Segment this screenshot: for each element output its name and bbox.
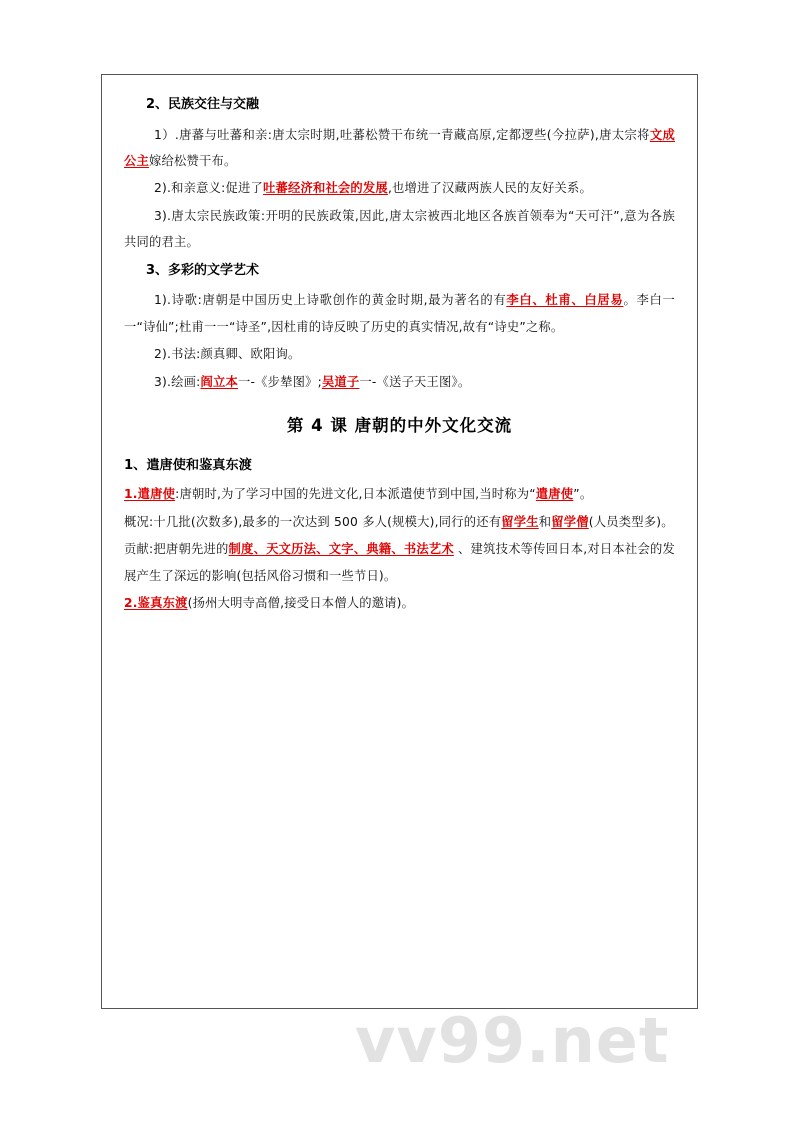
paragraph <box>124 175 675 201</box>
document-body <box>124 91 675 616</box>
highlighted-term: 文成公主 <box>124 127 676 169</box>
text-run: 嫁给松赞干布。 <box>149 154 237 169</box>
text-run: 2、民族交往与交融 <box>146 97 260 112</box>
highlighted-term: 吴道子 <box>321 374 360 389</box>
highlighted-term: 李白、杜甫、白居易 <box>506 293 624 308</box>
highlighted-term: 留学生 <box>501 514 539 529</box>
section-heading <box>124 91 675 120</box>
document-content-frame <box>101 74 698 1009</box>
paragraph <box>124 203 675 256</box>
paragraph <box>124 481 675 507</box>
text-run: 和 <box>538 514 552 529</box>
paragraph <box>124 536 675 589</box>
text-run: 3).绘画: <box>154 374 201 389</box>
text-run: 1、遣唐使和鉴真东渡 <box>124 457 252 473</box>
text-run: 一-《步辇图》; <box>237 374 322 389</box>
text-run: 3).唐太宗民族政策:开明的民族政策,因此,唐太宗被西北地区各族首领奉为“天可汗”,意为各族共同的君主。 <box>124 208 675 250</box>
highlighted-term: 制度、天文历法、文字、典籍、书法艺术 <box>228 542 454 557</box>
text-run: 1）.唐蕃与吐蕃和亲:唐太宗时期,吐蕃松赞干布统一青藏高原,定都逻些(今拉萨),唐太宗将 <box>154 127 650 142</box>
paragraph <box>124 590 675 616</box>
text-run: 3、多彩的文学艺术 <box>146 262 260 278</box>
section-heading <box>124 257 675 286</box>
text-run: 1).诗歌:唐朝是中国历史上诗歌创作的黄金时期,最为著名的有 <box>154 293 507 308</box>
watermark-text: vv99.net <box>355 1004 670 1077</box>
highlighted-term: 1.遣唐使 <box>124 487 176 502</box>
highlighted-term: 吐蕃经济和社会的发展 <box>262 181 388 196</box>
text-run: 、建筑技术等传回日本,对日本社会的发展产生了深远的影响(包括风俗习惯和一些节日)。 <box>124 542 675 583</box>
text-run: 贡献:把唐朝先进的 <box>124 542 229 557</box>
paragraph <box>124 122 675 175</box>
highlighted-term: 2.鉴真东渡 <box>124 595 188 610</box>
text-run: 第 4 课 唐朝的中外文化交流 <box>286 416 513 436</box>
text-run: (人员类型多)。 <box>588 514 674 529</box>
text-run: ”。 <box>573 487 593 502</box>
text-run: :唐朝时,为了学习中国的先进文化,日本派遣使节到中国,当时称为“ <box>175 487 536 502</box>
text-run: 一-《送子天王图》。 <box>359 374 471 389</box>
text-run: ,也增进了汉藏两族人民的友好关系。 <box>387 181 592 196</box>
text-run: 。李白一一“诗仙”;杜甫一一“诗圣”,因杜甫的诗反映了历史的真实情况,故有“诗史”之称。 <box>124 293 675 334</box>
section-heading <box>124 452 675 480</box>
paragraph <box>124 509 675 535</box>
highlighted-term: 遣唐使 <box>535 487 574 502</box>
text-run: 2).书法:颜真卿、欧阳询。 <box>154 347 301 362</box>
paragraph <box>124 287 675 340</box>
lesson-title <box>124 413 675 439</box>
text-run: 概况:十几批(次数多),最多的一次达到 500 多人(规模大),同行的还有 <box>124 514 502 529</box>
paragraph <box>124 341 675 367</box>
text-run: (扬州大明寺高僧,接受日本僧人的邀请)。 <box>187 595 415 610</box>
text-run: 2).和亲意义:促进了 <box>154 181 263 196</box>
highlighted-term: 留学僧 <box>551 514 589 529</box>
paragraph <box>124 369 675 395</box>
highlighted-term: 阎立本 <box>200 374 238 389</box>
